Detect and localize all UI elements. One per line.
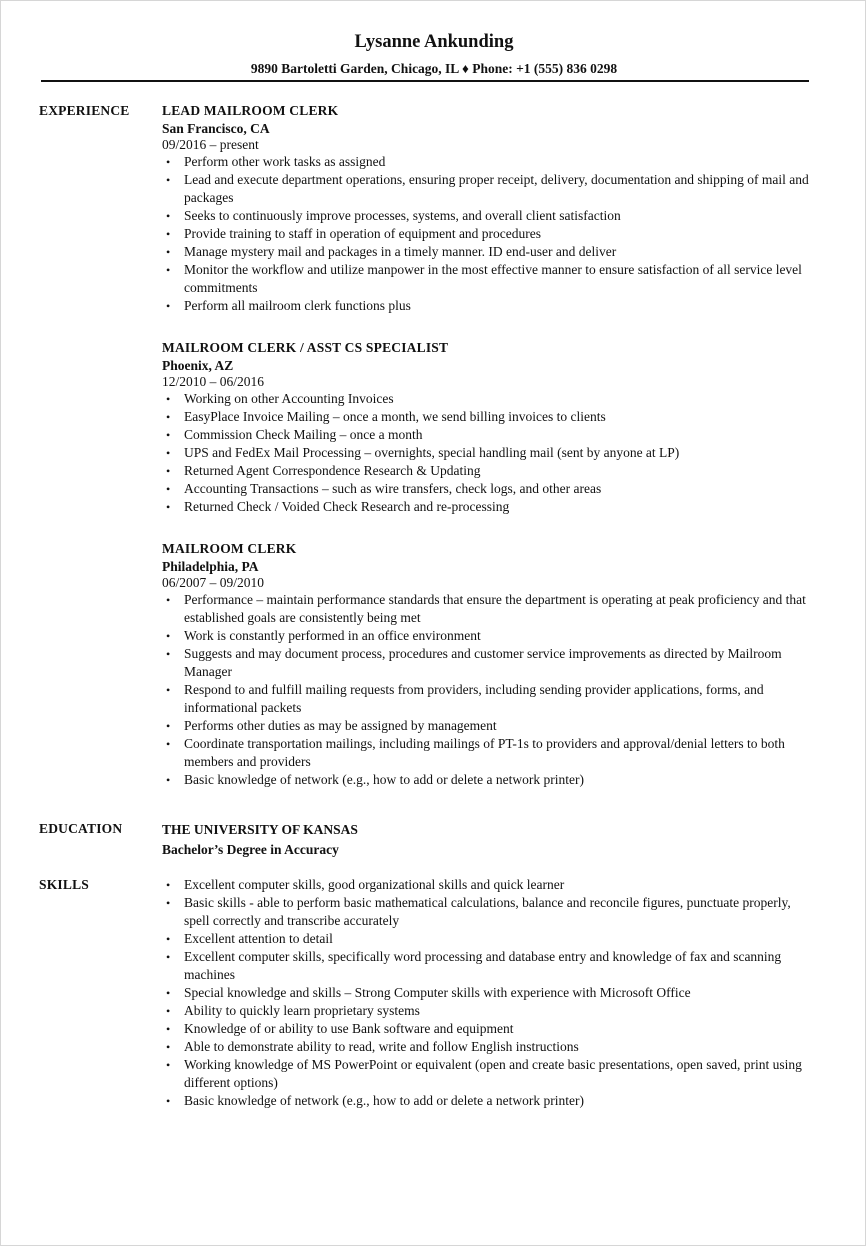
list-item: • Basic skills - able to perform basic mathematical calculations, balance and reconcile figures, punctuate properly, spell correctly and transcribe accurately	[162, 894, 812, 930]
education-heading: EDUCATION	[39, 821, 123, 836]
job-location: San Francisco, CA	[162, 121, 270, 136]
job-dates: 12/2010 – 06/2016	[162, 374, 265, 389]
skills-heading: SKILLS	[39, 877, 89, 892]
list-item: • Excellent computer skills, specifically word processing and database entry and knowledge of fax and scanning machines	[162, 948, 812, 984]
candidate-name: Lysanne Ankunding	[354, 32, 514, 52]
list-item: • Excellent attention to detail	[162, 930, 812, 948]
list-item: • Respond to and fulfill mailing requests from providers, including sending provider applications, forms, and informational packets	[162, 681, 812, 717]
list-item: • UPS and FedEx Mail Processing – overnights, special handling mail (sent by anyone at LP)	[162, 444, 812, 462]
list-item: • Performance – maintain performance standards that ensure the department is operating at peak proficiency and that established goals are consistently being met	[162, 591, 812, 627]
job-duties	[162, 591, 812, 789]
job-title: LEAD MAILROOM CLERK	[162, 103, 339, 118]
header-divider	[41, 80, 809, 82]
job-duties	[162, 390, 812, 516]
school-name: THE UNIVERSITY OF KANSAS	[162, 822, 358, 837]
resume-header	[1, 31, 866, 78]
job-entry	[162, 339, 812, 516]
job-title: MAILROOM CLERK	[162, 541, 297, 556]
list-item: • Returned Agent Correspondence Research & Updating	[162, 462, 812, 480]
list-item: • Coordinate transportation mailings, including mailings of PT-1s to providers and approval/denial letters to both members and providers	[162, 735, 812, 771]
list-item: • Seeks to continuously improve processes, systems, and overall client satisfaction	[162, 207, 812, 225]
list-item: • Ability to quickly learn proprietary systems	[162, 1002, 812, 1020]
list-item: • Monitor the workflow and utilize manpower in the most effective manner to ensure satisfaction of all service level commitments	[162, 261, 812, 297]
list-item: • Knowledge of or ability to use Bank software and equipment	[162, 1020, 812, 1038]
list-item: • Perform all mailroom clerk functions plus	[162, 297, 812, 315]
experience-list	[162, 102, 812, 813]
education-body	[162, 820, 812, 860]
list-item: • Manage mystery mail and packages in a timely manner. ID end-user and deliver	[162, 243, 812, 261]
degree: Bachelor’s Degree in Accuracy	[162, 842, 339, 857]
list-item: • Working on other Accounting Invoices	[162, 390, 812, 408]
list-item: • Excellent computer skills, good organizational skills and quick learner	[162, 876, 812, 894]
job-location: Phoenix, AZ	[162, 358, 234, 373]
list-item: • Lead and execute department operations, ensuring proper receipt, delivery, documentation and shipping of mail and packages	[162, 171, 812, 207]
job-duties	[162, 153, 812, 315]
list-item: • Basic knowledge of network (e.g., how to add or delete a network printer)	[162, 771, 812, 789]
list-item: • Working knowledge of MS PowerPoint or equivalent (open and create basic presentations, open saved, print using different options)	[162, 1056, 812, 1092]
list-item: • Provide training to staff in operation of equipment and procedures	[162, 225, 812, 243]
list-item: • Basic knowledge of network (e.g., how to add or delete a network printer)	[162, 1092, 812, 1110]
skills-body	[162, 876, 812, 1110]
list-item: • Accounting Transactions – such as wire transfers, check logs, and other areas	[162, 480, 812, 498]
list-item: • Special knowledge and skills – Strong Computer skills with experience with Microsoft Office	[162, 984, 812, 1002]
job-entry	[162, 102, 812, 315]
list-item: • EasyPlace Invoice Mailing – once a month, we send billing invoices to clients	[162, 408, 812, 426]
list-item: • Perform other work tasks as assigned	[162, 153, 812, 171]
list-item: • Returned Check / Voided Check Research and re-processing	[162, 498, 812, 516]
list-item: • Suggests and may document process, procedures and customer service improvements as directed by Mailroom Manager	[162, 645, 812, 681]
list-item: • Performs other duties as may be assigned by management	[162, 717, 812, 735]
job-dates: 06/2007 – 09/2010	[162, 575, 265, 590]
list-item: • Commission Check Mailing – once a month	[162, 426, 812, 444]
job-dates: 09/2016 – present	[162, 137, 259, 152]
experience-heading: EXPERIENCE	[39, 103, 130, 118]
list-item: • Work is constantly performed in an office environment	[162, 627, 812, 645]
skills-list	[162, 876, 812, 1110]
job-title: MAILROOM CLERK / ASST CS SPECIALIST	[162, 340, 449, 355]
job-location: Philadelphia, PA	[162, 559, 259, 574]
list-item: • Able to demonstrate ability to read, write and follow English instructions	[162, 1038, 812, 1056]
contact-line: 9890 Bartoletti Garden, Chicago, IL ♦ Phone: +1 (555) 836 0298	[250, 61, 618, 76]
job-entry	[162, 540, 812, 789]
